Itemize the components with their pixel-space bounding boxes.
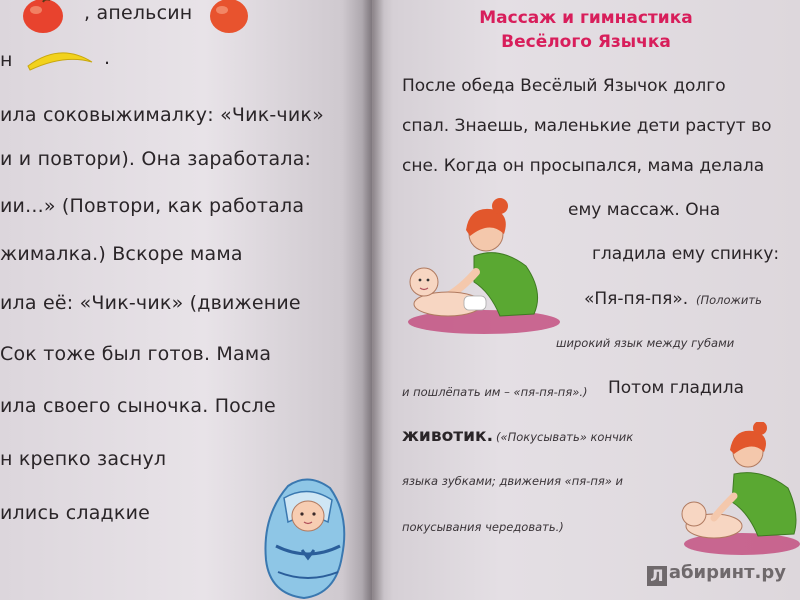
body-line-9-note: («Покусывать» кончик — [496, 430, 634, 444]
body-line-3: сне. Когда он просыпался, мама делала — [402, 156, 765, 176]
text-line-3: ила соковыжималку: «Чик-чик» — [0, 104, 324, 126]
body-line-1: После обеда Весёлый Язычок долго — [402, 76, 726, 96]
body-line-6-note: (Положить — [696, 293, 762, 307]
labirint-watermark — [647, 562, 786, 586]
banana-icon — [24, 48, 96, 74]
body-line-7: широкий язык между губами — [556, 336, 735, 350]
body-line-8-cont: Потом гладила — [608, 378, 745, 398]
text-line-2: н — [0, 49, 13, 71]
text-line-5: ии...» (Повтори, как работала — [0, 195, 305, 217]
text-line-9: ила своего сыночка. После — [0, 395, 276, 417]
body-line-2: спал. Знаешь, маленькие дети растут во — [402, 116, 772, 136]
body-line-8: и пошлёпать им – «пя-пя-пя».) — [402, 385, 588, 399]
body-line-11: покусывания чередовать.) — [402, 520, 564, 534]
book-gutter — [362, 0, 384, 600]
body-line-6: «Пя-пя-пя». — [584, 289, 689, 309]
body-line-10: языка зубками; движения «пя-пя» и — [402, 474, 623, 488]
orange-icon — [208, 0, 250, 36]
text-line-1: , апельсин — [84, 2, 193, 24]
text-line-11: ились сладкие — [0, 502, 151, 524]
text-line-6: жималка.) Вскоре мама — [0, 243, 243, 265]
text-line-10: н крепко заснул — [0, 448, 167, 470]
text-line-8: Сок тоже был готов. Мама — [0, 343, 272, 365]
left-page — [0, 0, 372, 600]
apple-icon — [20, 0, 66, 36]
labirint-logo-icon: Л — [647, 566, 667, 586]
massage-illustration-2 — [678, 422, 800, 558]
section-heading-line-2: Весёлого Язычка — [501, 32, 671, 52]
body-line-9: животик. — [402, 426, 494, 446]
text-line-7: ила её: «Чик-чик» (движение — [0, 292, 301, 314]
text-line-4: и и повтори). Она заработала: — [0, 148, 312, 170]
right-page — [372, 0, 800, 600]
swaddled-baby-illustration — [258, 476, 358, 600]
text-line-dot: . — [104, 47, 111, 69]
section-heading-line-1: Массаж и гимнастика — [479, 8, 693, 28]
body-line-5: гладила ему спинку: — [592, 244, 780, 264]
body-line-4: ему массаж. Она — [568, 200, 721, 220]
watermark-text: абиринт.ру — [668, 562, 786, 583]
massage-illustration — [404, 196, 570, 336]
